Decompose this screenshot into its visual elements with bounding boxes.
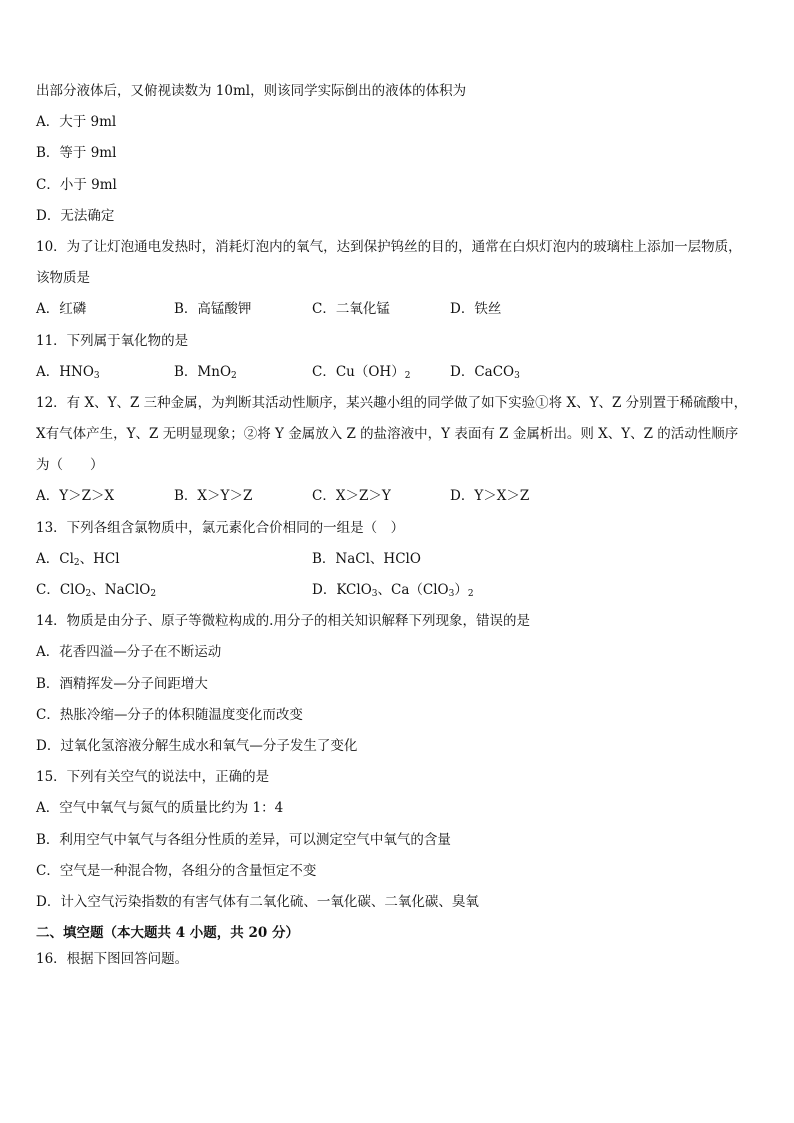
q13-option-b: B．NaCl、HClO [312,550,421,567]
q12-option-a: A．Y＞Z＞X [36,488,115,505]
q13-option-a: A．$Cl_2$、HCl [36,550,120,568]
q15-option-d: D．计入空气污染指数的有害气体有二氧化硫、一氧化碳、二氧化碳、臭氧 [36,893,479,910]
exam-page [36,78,766,977]
q10-stem-line1: 10．为了让灯泡通电发热时，消耗灯泡内的氧气，达到保护钨丝的目的，通常在白炽灯泡内的玻璃柱上添加一层物质， [36,238,742,255]
q14-option-c: C．热胀冷缩—分子的体积随温度变化而改变 [36,706,303,723]
q9-option-b: B．等于 9ml [36,145,117,162]
q13-options-row1 [36,546,766,577]
q12-option-c: C．X＞Z＞Y [312,488,391,505]
q10-option-d: D．铁丝 [450,301,502,318]
q9-stem: 出部分液体后，又俯视读数为 10ml，则该同学实际倒出的液体的体积为 [36,83,467,99]
q11-options [36,359,766,390]
q11-option-d: D．CaCO$_3$ [450,363,520,381]
q11-stem: 11．下列属于氧化物的是 [36,332,189,349]
q10-options [36,296,766,327]
q14-option-b: B．酒精挥发—分子间距增大 [36,675,208,692]
q15-option-a: A．空气中氧气与氮气的质量比约为 1：4 [36,800,284,817]
q10-option-b: B．高锰酸钾 [174,301,252,318]
q9-option-d: D．无法确定 [36,207,115,224]
q10-stem-line2: 该物质是 [36,270,90,287]
q11-option-c: C．$Cu(OH)_2$ [312,363,411,381]
q14-option-a: A．花香四溢—分子在不断运动 [36,644,222,661]
q14-stem: 14．物质是由分子、原子等微粒构成的.用分子的相关知识解释下列现象，错误的是 [36,613,530,630]
q12-option-d: D．Y＞X＞Z [450,488,530,505]
q12-stem-line1: 12．有 X、Y、Z 三种金属，为判断其活动性顺序，某兴趣小组的同学做了如下实验①将 X、Y、Z 分别置于稀硫酸中， [36,394,748,411]
q12-option-b: B．X＞Y＞Z [174,488,253,505]
q15-option-b: B．利用空气中氧气与各组分性质的差异，可以测定空气中氧气的含量 [36,831,451,848]
q12-options [36,483,766,514]
q9-option-c: C．小于 9ml [36,176,117,193]
q13-options-row2 [36,577,766,608]
q11-option-b: B．MnO$_2$ [174,363,237,381]
q12-stem-line2: X有气体产生，Y、Z 无明显现象；②将 Y 金属放入 Z 的盐溶液中，Y 表面有 Z 金属析出。则 X、Y、Z 的活动性顺序 [36,426,739,443]
q13-stem: 13．下列各组含氯物质中，氯元素化合价相同的一组是（ ） [36,519,405,536]
q13-option-d: D．KClO$_3$、$Ca(ClO_3)_2$ [312,582,474,599]
q15-option-c: C．空气是一种混合物，各组分的含量恒定不变 [36,862,317,879]
q13-option-c: C．ClO$_2$、NaClO$_2$ [36,582,157,599]
q10-option-c: C．二氧化锰 [312,301,390,318]
q15-stem: 15．下列有关空气的说法中，正确的是 [36,769,270,786]
q16-stem: 16．根据下图回答问题。 [36,951,189,968]
q10-option-a: A．红磷 [36,301,87,318]
section-heading: 二、填空题（本大题共 4 小题，共 20 分） [36,925,299,942]
q9-option-a: A．大于 9ml [36,114,117,131]
q11-option-a: A．$HNO_3$ [36,363,100,381]
q12-stem-line3: 为（ ） [36,457,104,474]
q14-option-d: D．过氧化氢溶液分解生成水和氧气—分子发生了变化 [36,737,358,754]
